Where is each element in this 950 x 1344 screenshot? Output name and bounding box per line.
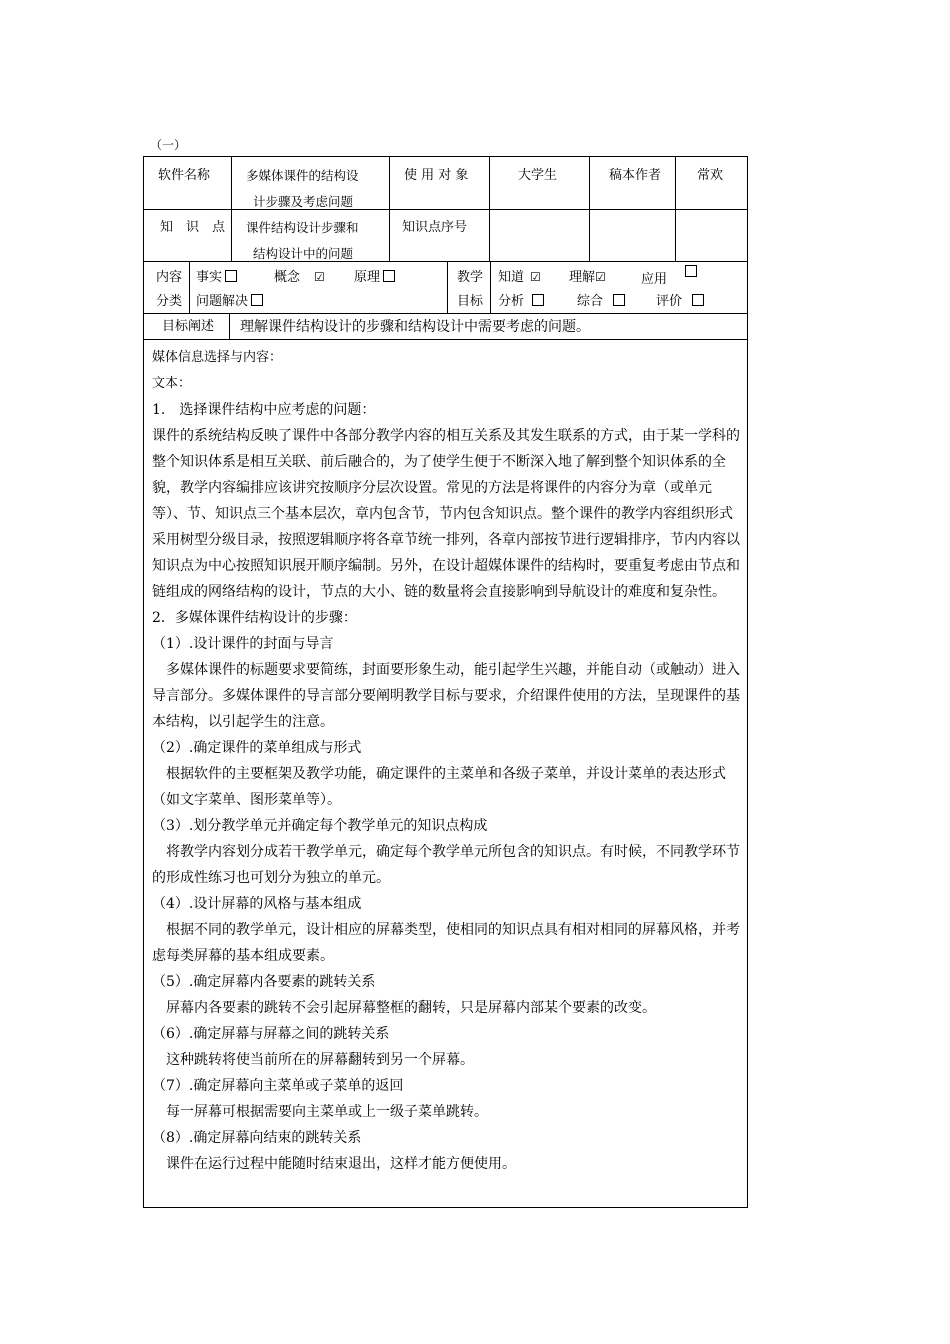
step-text: 课件在运行过程中能随时结束退出，这样才能方便使用。	[166, 1156, 516, 1172]
page-label: （一）	[150, 138, 187, 152]
fact-checkbox[interactable]	[225, 270, 237, 282]
evaluate-label: 评价	[656, 294, 683, 309]
column-divider	[589, 157, 590, 261]
analyze-label: 分析	[498, 294, 525, 309]
audience-label: 使 用 对 象	[404, 168, 469, 183]
step-title: （2）.确定课件的菜单组成与形式	[152, 740, 362, 756]
text-heading: 文本：	[152, 376, 192, 391]
problem-solving-checkbox[interactable]	[251, 294, 263, 306]
step-text: 这种跳转将使当前所在的屏幕翻转到另一个屏幕。	[166, 1052, 474, 1068]
media-content-section	[152, 345, 740, 1177]
section1-paragraph: 课件的系统结构反映了课件中各部分教学内容的相互关系及其发生联系的方式，由于某一学科的整个知识体系是相互关联、前后融合的，为了使学生便于不断深入地了解到整个知识体系的全貌，教学内容编排应该讲究按顺序分层次设置。常见的方法是将课件的内容分为章（或单元等）、节、知识点三个基本层次，章内包含节，节内包含知识点。整个课件的教学内容组织形式采用树型分级目录，按照逻辑顺序将各章节统一排列，各章内部按节进行逻辑排序，节内内容以知识点为中心按照知识展开顺序编制。另外，在设计超媒体课件的结构时，要重复考虑由节点和链组成的网络结构的设计，节点的大小、链的数量将会直接影响到导航设计的难度和复杂性。	[152, 428, 740, 600]
analyze-checkbox[interactable]	[532, 294, 544, 306]
evaluate-option[interactable]	[656, 289, 704, 314]
evaluate-checkbox[interactable]	[692, 294, 704, 306]
row-divider	[144, 209, 747, 210]
know-option[interactable]	[498, 265, 541, 290]
teaching-goal-label-line2: 目标	[457, 294, 484, 309]
concept-label: 概念	[274, 270, 301, 285]
row-divider	[144, 339, 747, 340]
knowledge-point-label: 知 识 点	[160, 220, 226, 235]
synthesize-label: 综合	[577, 294, 604, 309]
goal-statement-text: 理解课件结构设计的步骤和结构设计中需要考虑的问题。	[240, 319, 590, 335]
concept-checked-box[interactable]: ☑	[314, 270, 325, 284]
audience-value: 大学生	[518, 168, 558, 183]
problem-solving-option[interactable]	[196, 289, 263, 314]
step-text: 每一屏幕可根据需要向主菜单或上一级子菜单跳转。	[166, 1104, 488, 1120]
step-title: （4）.设计屏幕的风格与基本组成	[152, 896, 362, 912]
analyze-option[interactable]	[498, 289, 544, 314]
author-label: 稿本作者	[609, 168, 662, 183]
step-title: （8）.确定屏幕向结束的跳转关系	[152, 1130, 362, 1146]
apply-label: 应用	[641, 272, 668, 287]
step-text: 根据软件的主要框架及教学功能，确定课件的主菜单和各级子菜单，并设计菜单的表达形式（如文字菜单、图形菜单等）。	[152, 766, 726, 808]
software-name-label: 软件名称	[158, 168, 211, 183]
problem-solving-label: 问题解决	[196, 294, 249, 309]
understand-option[interactable]	[569, 265, 606, 290]
column-divider	[447, 261, 448, 313]
column-divider	[490, 261, 491, 313]
principle-option[interactable]	[354, 265, 395, 290]
column-divider	[231, 157, 232, 261]
knowledge-point-line1: 课件结构设计步骤和	[246, 220, 359, 235]
step-title: （5）.确定屏幕内各要素的跳转关系	[152, 974, 376, 990]
knowledge-point-line2: 结构设计中的问题	[253, 246, 354, 261]
know-checked-box[interactable]: ☑	[530, 270, 541, 284]
step-title: （6）.确定屏幕与屏幕之间的跳转关系	[152, 1026, 390, 1042]
step-title: （1）.设计课件的封面与导言	[152, 636, 334, 652]
know-label: 知道	[498, 270, 525, 285]
teaching-goal-label-line1: 教学	[457, 270, 484, 285]
content-type-label-line2: 分类	[156, 294, 183, 309]
media-heading: 媒体信息选择与内容：	[152, 350, 283, 365]
step-text: 屏幕内各要素的跳转不会引起屏幕整框的翻转，只是屏幕内部某个要素的改变。	[166, 1000, 656, 1016]
understand-label: 理解	[569, 270, 596, 285]
software-name-line2: 计步骤及考虑问题	[253, 194, 354, 209]
section1-title: 1. 选择课件结构中应考虑的问题：	[152, 402, 376, 418]
column-divider	[189, 261, 190, 313]
understand-checked-box[interactable]: ☑	[595, 270, 606, 284]
fact-label: 事实	[196, 270, 223, 285]
row-divider	[144, 261, 747, 262]
synthesize-option[interactable]	[577, 289, 625, 314]
apply-option[interactable]	[641, 265, 697, 292]
section2-title: 2．多媒体课件结构设计的步骤：	[152, 610, 357, 626]
fact-option[interactable]	[196, 265, 237, 290]
column-divider	[489, 157, 490, 261]
apply-checkbox[interactable]	[685, 265, 697, 277]
column-divider	[229, 313, 230, 339]
knowledge-seq-label: 知识点序号	[402, 220, 468, 235]
software-name-line1: 多媒体课件的结构设	[246, 168, 359, 183]
column-divider	[675, 157, 676, 261]
step-text: 将教学内容划分成若干教学单元，确定每个教学单元所包含的知识点。有时候，不同教学环节的形成性练习也可划分为独立的单元。	[152, 844, 740, 886]
step-title: （7）.确定屏幕向主菜单或子菜单的返回	[152, 1078, 404, 1094]
synthesize-checkbox[interactable]	[613, 294, 625, 306]
principle-checkbox[interactable]	[383, 270, 395, 282]
column-divider	[389, 157, 390, 261]
content-type-label-line1: 内容	[156, 270, 183, 285]
author-value: 常欢	[697, 168, 724, 183]
step-text: 根据不同的教学单元，设计相应的屏幕类型，使相同的知识点具有相对相同的屏幕风格，并考虑每类屏幕的基本组成要素。	[152, 922, 740, 964]
courseware-design-form	[143, 156, 748, 1208]
concept-option[interactable]	[274, 265, 325, 290]
goal-statement-label: 目标阐述	[162, 319, 215, 334]
step-title: （3）.划分教学单元并确定每个教学单元的知识点构成	[152, 818, 488, 834]
principle-label: 原理	[354, 270, 381, 285]
step-text: 多媒体课件的标题要求要简练，封面要形象生动，能引起学生兴趣，并能自动（或触动）进入导言部分。多媒体课件的导言部分要阐明教学目标与要求，介绍课件使用的方法，呈现课件的基本结构，以引起学生的注意。	[152, 662, 740, 730]
